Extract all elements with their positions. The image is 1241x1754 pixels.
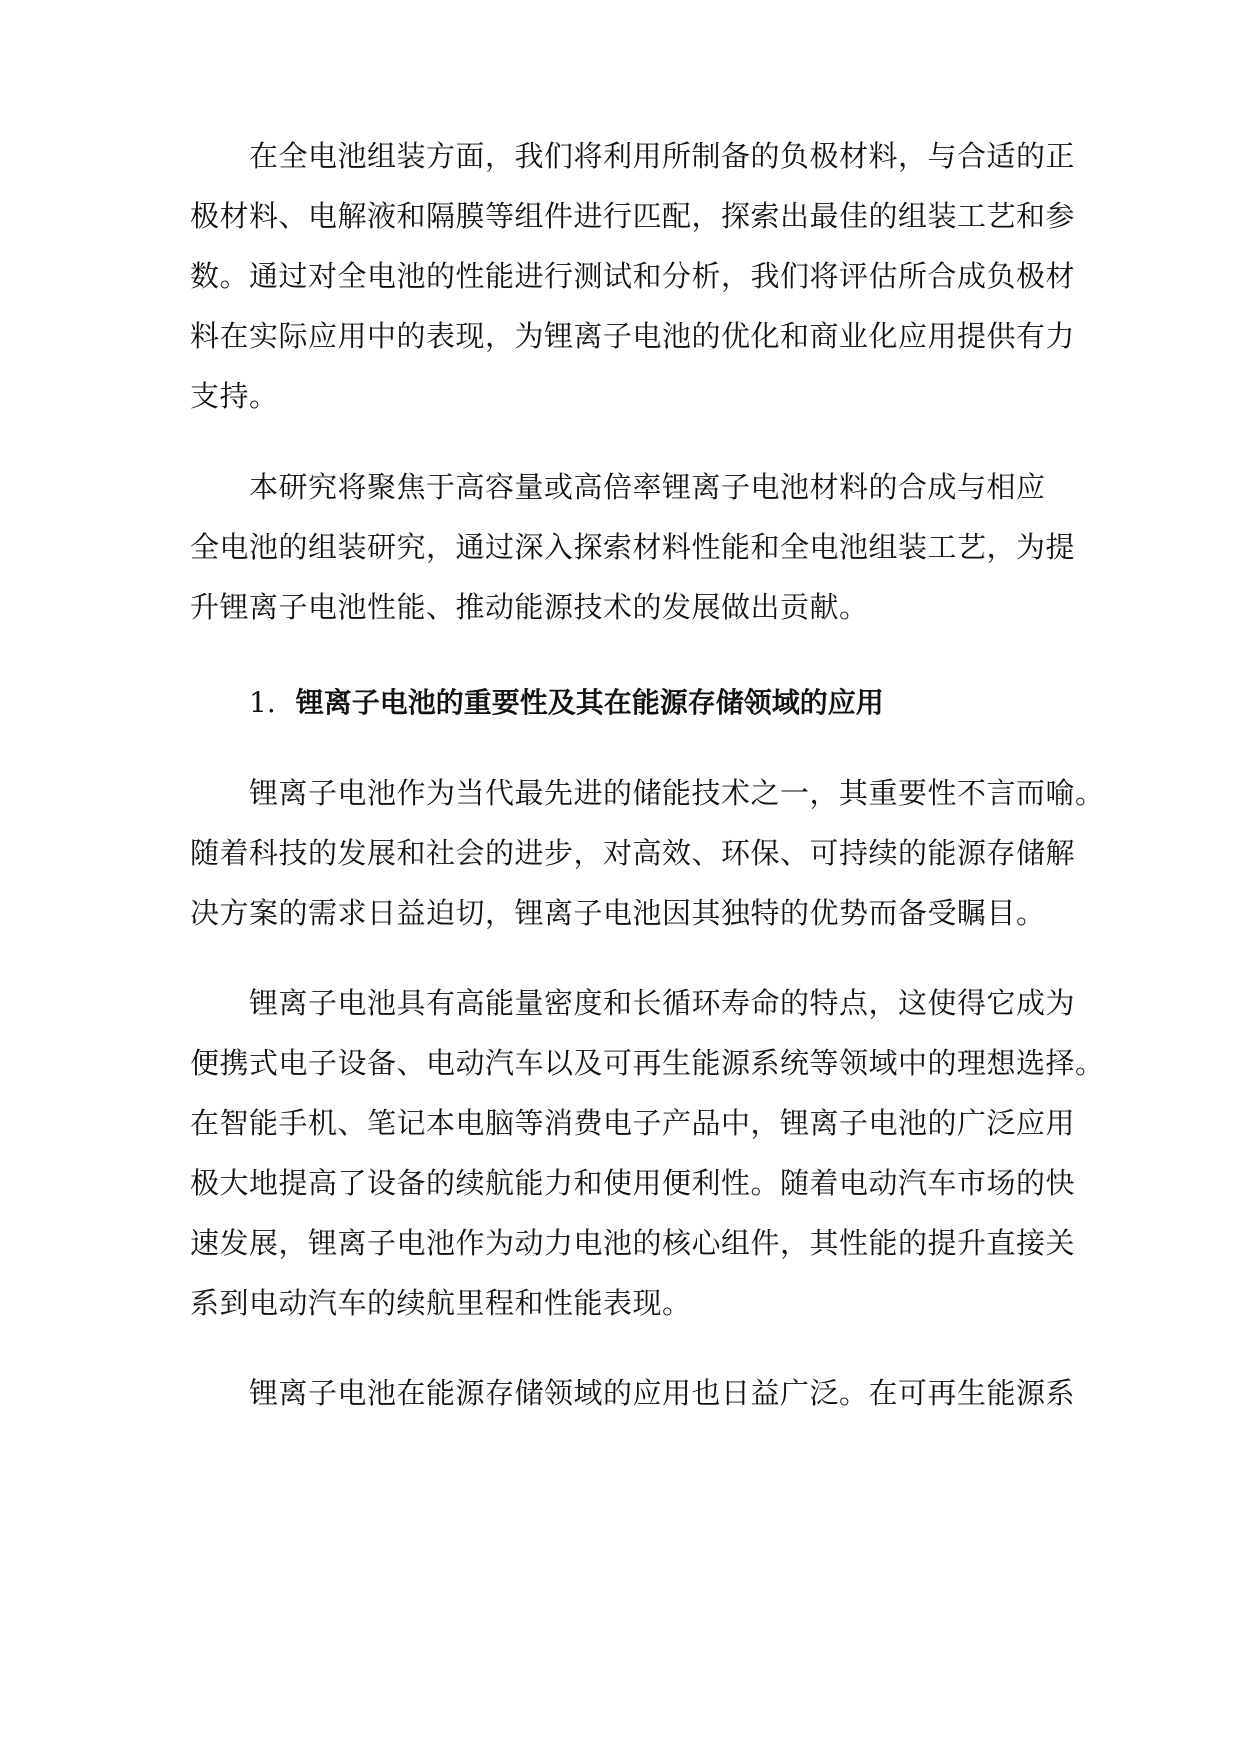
text-line: 锂离子电池具有高能量密度和长循环寿命的特点，这使得它成为	[249, 986, 1076, 1020]
section-number: 1.	[249, 686, 276, 719]
text-line: 决方案的需求日益迫切，锂离子电池因其独特的优势而备受瞩目。	[190, 896, 1046, 930]
text-line: 极材料、电解液和隔膜等组件进行匹配，探索出最佳的组装工艺和参	[190, 199, 1076, 233]
text-line: 全电池的组装研究，通过深入探索材料性能和全电池组装工艺，为提	[190, 530, 1076, 564]
text-line: 锂离子电池在能源存储领域的应用也日益广泛。在可再生能源系	[249, 1376, 1076, 1410]
text-line: 便携式电子设备、电动汽车以及可再生能源系统等领域中的理想选择。	[190, 1046, 1105, 1080]
text-line: 本研究将聚焦于高容量或高倍率锂离子电池材料的合成与相应	[249, 470, 1046, 504]
text-line: 锂离子电池作为当代最先进的储能技术之一，其重要性不言而喻。	[249, 776, 1105, 810]
text-line: 速发展，锂离子电池作为动力电池的核心组件，其性能的提升直接关	[190, 1226, 1076, 1260]
section-title: 锂离子电池的重要性及其在能源存储领域的应用	[295, 686, 884, 719]
text-line: 支持。	[190, 379, 279, 413]
text-line: 极大地提高了设备的续航能力和使用便利性。随着电动汽车市场的快	[190, 1166, 1076, 1200]
text-line: 升锂离子电池性能、推动能源技术的发展做出贡献。	[190, 590, 869, 624]
text-line: 在智能手机、笔记本电脑等消费电子产品中，锂离子电池的广泛应用	[190, 1106, 1076, 1140]
text-line: 系到电动汽车的续航里程和性能表现。	[190, 1286, 692, 1320]
text-line: 在全电池组装方面，我们将利用所制备的负极材料，与合适的正	[249, 139, 1076, 173]
text-line: 数。通过对全电池的性能进行测试和分析，我们将评估所合成负极材	[190, 259, 1076, 293]
text-line: 随着科技的发展和社会的进步，对高效、环保、可持续的能源存储解	[190, 836, 1076, 870]
section-heading	[249, 683, 884, 723]
text-line: 料在实际应用中的表现，为锂离子电池的优化和商业化应用提供有力	[190, 319, 1076, 353]
